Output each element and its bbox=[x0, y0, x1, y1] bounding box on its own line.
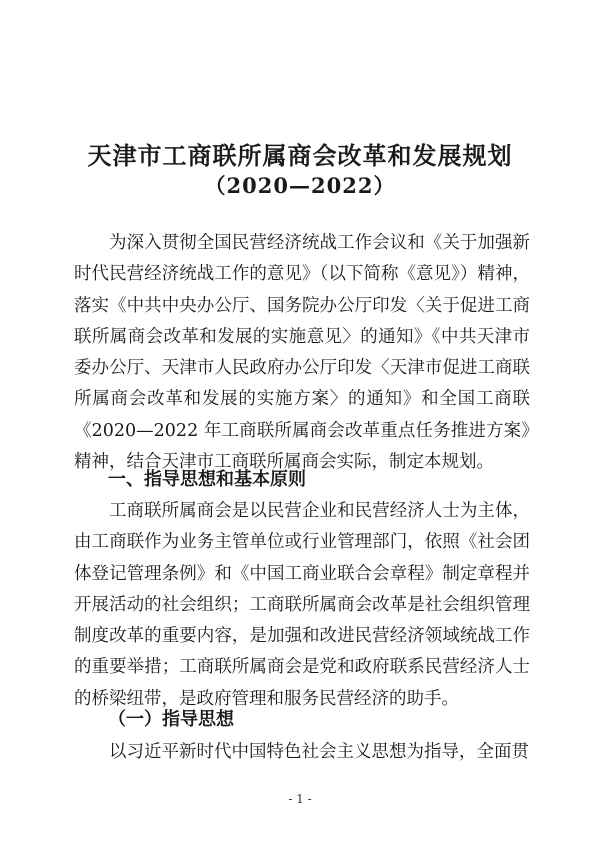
intro-paragraph-text: 为深入贯彻全国民营经济统战工作会议和《关于加强新时代民营经济统战工作的意见》（以下简称《意见》）精神，落实《中共中央办公厅、国务院办公厅印发〈关于促进工商联所属商会改革和发展的实施意见〉的通知》《中共天津市委办公厅、天津市人民政府办公厅印发〈天津市促进工商联所属商会改革和发展的实施方案〉的通知》和全国工商联《2020—2022 年工商联所属商会改革重点任务推进方案》精神，结合天津市工商联所属商会实际，制定本规划。 bbox=[74, 233, 530, 473]
page-number: - 1 - bbox=[288, 792, 312, 806]
document-subtitle-years: （2020—2022） bbox=[204, 173, 396, 198]
section-heading-1: 一、指导思想和基本原则 bbox=[108, 469, 306, 490]
intro-paragraph bbox=[74, 228, 530, 478]
guiding-paragraph-text: 以习近平新时代中国特色社会主义思想为指导，全面贯 bbox=[109, 742, 529, 762]
document-title: 天津市工商联所属商会改革和发展规划 bbox=[87, 141, 513, 170]
guiding-paragraph bbox=[74, 737, 530, 768]
principles-paragraph bbox=[74, 496, 530, 715]
principles-paragraph-text: 工商联所属商会是以民营企业和民营经济人士为主体，由工商联作为业务主管单位或行业管理部门，依照《社会团体登记管理条例》和《中国工商业联合会章程》制定章程并开展活动的社会组织；工商联所属商会改革是社会组织管理制度改革的重要内容，是加强和改进民营经济领域统战工作的重要举措；工商联所属商会是党和政府联系民营经济人士的桥梁纽带，是政府管理和服务民营经济的助手。 bbox=[74, 501, 530, 709]
subsection-heading-1: （一）指导思想 bbox=[108, 709, 234, 730]
